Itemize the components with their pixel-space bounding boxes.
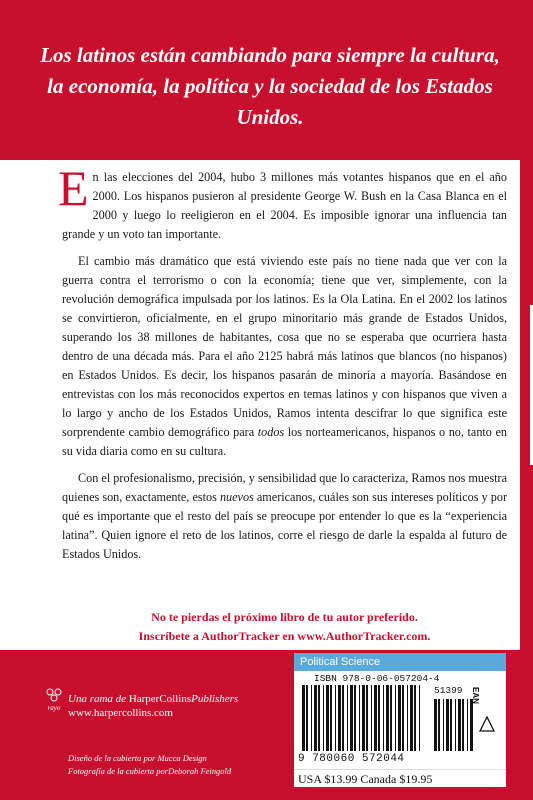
barcode-bar — [455, 699, 456, 751]
barcode-digits: 9 780060 572044 — [298, 753, 405, 765]
barcode-bar — [462, 699, 464, 751]
barcode-bar — [311, 685, 312, 751]
barcode-bar — [359, 685, 360, 751]
publisher-name: HarperCollins — [128, 693, 192, 705]
barcode-bar — [338, 685, 341, 751]
paragraph-2-emphasis: todos — [257, 425, 285, 439]
paragraph-3-text-b: americanos, cuáles son sus intereses políticos y por qué es importante que el resto del país se preocupe por entender lo que es la “experiencia latina”. Quien ignore el reto de los latinos, corre el riesgo de darle la espalda al futuro de Estados Unidos. — [62, 490, 508, 561]
paragraph-2-text-a: El cambio más dramático que está viviendo este país no tiene nada que ver con la guerra contra el terrorismo o con la economía; tiene que ver, simplemente, con la revolución demográfica impulsada por los latinos. Es la Ola Latina. En el 2002 los latinos se convirtieron, oficialmente, en el grupo minoritario más grande de Estados Unidos, superando los 38 millones de habitantes, cosa que no se esperaba que ocurriera hasta dentro de una década más. Para el año 2125 habrá más latinos que blancos (no hispanos) en Estados Unidos. Es decir, los hispanos pasarán de minoría a mayoría. Basándose en entrevistas con los más reconocidos expertos en temas latinos y con hispanos que viven a lo largo y ancho de los Estados Unidos, Ramos intenta descifrar lo que significa este sorprendente cambio demográfico para — [62, 254, 507, 439]
barcode-bar — [383, 685, 384, 751]
barcode-box — [294, 653, 506, 787]
barcode-bar — [330, 685, 332, 751]
barcode-bar — [306, 685, 308, 751]
barcode-bar — [371, 685, 372, 751]
description-text — [58, 160, 508, 572]
barcode-bar — [398, 685, 401, 751]
tagline: Los latinos están cambiando para siempre la cultura, la economía, la política y la sociedad de los Estados Unidos. — [40, 43, 500, 129]
paragraph-3-emphasis: nuevos — [219, 490, 254, 504]
publisher-suffix: Publishers — [191, 693, 239, 705]
barcode-bar — [458, 699, 461, 751]
barcode-bar — [335, 685, 336, 751]
barcode-bar — [419, 685, 420, 751]
barcode-bar — [362, 685, 365, 751]
paragraph-3-text-a: Con el profesionalismo, precisión, y sensibilidad que lo caracteriza, Ramos nos muestra quienes son, exactamente, estos — [62, 471, 507, 504]
barcode-bar — [450, 699, 452, 751]
barcode-bar — [323, 685, 324, 751]
tracker-line-1: No te pierdas el próximo libro de tu autor preferido. — [151, 610, 418, 624]
barcode-bar — [395, 685, 396, 751]
paragraph-2-text-b: los norteamericanos, hispanos o no, tanto en su vida diaria como en su cultura. — [62, 425, 507, 458]
barcode-bar — [350, 685, 353, 751]
paragraph-1-text: n las elecciones del 2004, hubo 3 millones más votantes hispanos que en el año 2000. Los hispanos pusieron al presidente George W. Bush en la Casa Blanca en el 2000 y luego lo reeligieron en el 2004. Es imposible ignorar una influencia tan grande y un voto tan importante. — [62, 170, 507, 241]
paragraph-2 — [62, 252, 507, 461]
subject-category: Political Science — [294, 653, 506, 671]
barcode-bar — [354, 685, 356, 751]
publisher-line — [68, 692, 238, 706]
barcode-bar — [347, 685, 348, 751]
publisher-url: www.harpercollins.com — [68, 707, 173, 719]
barcode-bar — [326, 685, 329, 751]
price-label: USA $13.99 Canada $19.95 — [294, 769, 506, 787]
paragraph-1 — [58, 160, 507, 244]
barcode-bar — [467, 699, 468, 751]
rayo-logo-icon — [44, 686, 64, 722]
publisher-prefix: Una rama de — [68, 693, 127, 705]
barcode-bar — [414, 685, 416, 751]
barcode-bar — [386, 685, 389, 751]
barcode-bar — [407, 685, 408, 751]
cover-credits — [68, 752, 231, 778]
tracker-line-2: Inscríbete a AuthorTracker en www.AuthorTracker.com. — [138, 629, 431, 643]
barcode-bar — [443, 699, 444, 751]
barcode-bar — [302, 685, 305, 751]
addon-number: 51399 — [434, 685, 463, 696]
right-edge-strip — [520, 160, 533, 650]
author-tracker-promo — [62, 608, 507, 646]
ean-label: EAN — [471, 687, 480, 704]
drop-cap: E — [58, 160, 89, 216]
barcode-bar — [410, 685, 413, 751]
barcode-bar — [318, 685, 320, 751]
barcode-bar — [470, 699, 473, 751]
barcode-bar — [438, 699, 440, 751]
barcode-bar — [374, 685, 377, 751]
addon-barcode — [434, 699, 474, 751]
barcode-bar — [402, 685, 404, 751]
barcode-bar — [434, 699, 437, 751]
design-credit: Diseño de la cubierta por Mucca Design — [68, 753, 207, 763]
main-barcode — [302, 685, 422, 751]
barcode-bar — [390, 685, 392, 751]
barcode-bar — [366, 685, 368, 751]
rayo-logo-text: rayo — [47, 704, 61, 712]
barcode-bar — [342, 685, 344, 751]
isbn-text: ISBN 978-0-06-057204-4 — [314, 673, 440, 684]
paragraph-3 — [62, 469, 507, 564]
photo-credit: Fotografía de la cubierta porDeborah Feingold — [68, 766, 232, 776]
barcode-bar — [446, 699, 449, 751]
barcode-bar — [378, 685, 380, 751]
barcode-bar — [314, 685, 317, 751]
triangle-icon — [478, 715, 496, 733]
